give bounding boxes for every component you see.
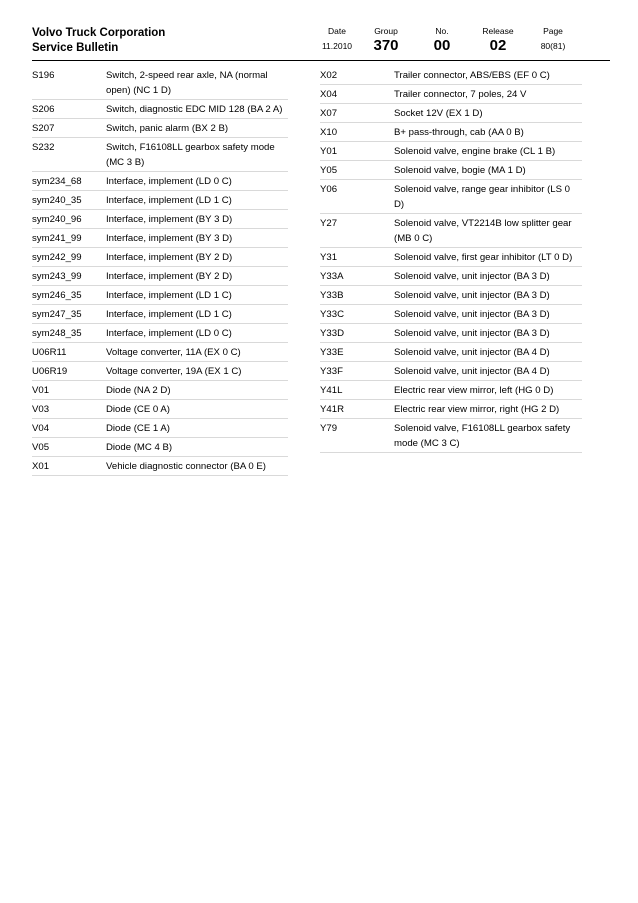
header-divider (32, 60, 610, 61)
component-description: Electric rear view mirror, left (HG 0 D) (394, 385, 554, 396)
component-code: Y33C (320, 309, 344, 320)
component-description: Solenoid valve, engine brake (CL 1 B) (394, 146, 556, 157)
component-code: V01 (32, 385, 50, 396)
component-description: Trailer connector, 7 poles, 24 V (394, 89, 527, 100)
component-code: X10 (320, 127, 338, 138)
component-code: Y05 (320, 165, 338, 176)
table-row (32, 172, 288, 191)
table-row (320, 142, 582, 161)
component-description: Solenoid valve, unit injector (BA 3 D) (394, 309, 550, 320)
date-label: Date (328, 26, 346, 36)
component-description: Solenoid valve, unit injector (BA 3 D) (394, 290, 550, 301)
document-header (32, 26, 610, 56)
component-code: Y33E (320, 347, 344, 358)
release-label: Release (482, 26, 514, 36)
component-description: Solenoid valve, unit injector (BA 3 D) (394, 271, 550, 282)
table-row (32, 381, 288, 400)
component-description: Solenoid valve, VT2214B low splitter gear (MB 0 C) (394, 218, 572, 244)
component-description: Diode (NA 2 D) (106, 385, 171, 396)
table-row (320, 214, 582, 248)
component-description: Diode (MC 4 B) (106, 442, 173, 453)
component-code: U06R19 (32, 366, 68, 377)
component-description: B+ pass-through, cab (AA 0 B) (394, 127, 524, 138)
table-row (320, 419, 582, 453)
component-code: sym234_68 (32, 176, 82, 187)
table-row (320, 343, 582, 362)
page-label: Page (543, 26, 563, 36)
component-code: sym240_96 (32, 214, 82, 225)
table-row (320, 248, 582, 267)
table-row (32, 119, 288, 138)
table-row (32, 324, 288, 343)
table-row (32, 305, 288, 324)
component-code: Y27 (320, 218, 338, 229)
number-field (424, 26, 460, 54)
table-row (32, 343, 288, 362)
component-description: Interface, implement (LD 1 C) (106, 195, 232, 206)
component-description: Interface, implement (LD 0 C) (106, 176, 232, 187)
component-code: X04 (320, 89, 338, 100)
component-code: V03 (32, 404, 50, 415)
page-field (532, 26, 574, 52)
component-description: Diode (CE 0 A) (106, 404, 170, 415)
table-row (32, 100, 288, 119)
table-row (320, 324, 582, 343)
component-code: V04 (32, 423, 50, 434)
component-code: sym243_99 (32, 271, 82, 282)
component-code: X02 (320, 70, 338, 81)
component-description: Vehicle diagnostic connector (BA 0 E) (106, 461, 266, 472)
component-code: Y31 (320, 252, 338, 263)
table-row (320, 104, 582, 123)
component-code: sym241_99 (32, 233, 82, 244)
date-field (312, 26, 362, 52)
component-description: Trailer connector, ABS/EBS (EF 0 C) (394, 70, 550, 81)
component-description: Solenoid valve, first gear inhibitor (LT 0 D) (394, 252, 573, 263)
component-description: Solenoid valve, unit injector (BA 4 D) (394, 366, 550, 377)
component-code: X07 (320, 108, 338, 119)
table-row (320, 286, 582, 305)
component-description: Interface, implement (LD 1 C) (106, 309, 232, 320)
table-row (320, 305, 582, 324)
component-description: Interface, implement (BY 3 D) (106, 214, 233, 225)
table-row (320, 66, 582, 85)
component-description: Solenoid valve, unit injector (BA 3 D) (394, 328, 550, 339)
component-code: Y33D (320, 328, 344, 339)
table-row (320, 400, 582, 419)
component-code: Y41L (320, 385, 343, 396)
component-code: sym240_35 (32, 195, 82, 206)
release-field (476, 26, 520, 54)
component-description: Solenoid valve, bogie (MA 1 D) (394, 165, 526, 176)
component-description: Switch, diagnostic EDC MID 128 (BA 2 A) (106, 104, 283, 115)
component-code: sym247_35 (32, 309, 82, 320)
component-code: sym246_35 (32, 290, 82, 301)
component-code: sym248_35 (32, 328, 82, 339)
component-description: Interface, implement (LD 1 C) (106, 290, 232, 301)
component-list-left (32, 66, 288, 476)
table-row (32, 138, 288, 172)
component-description: Switch, 2-speed rear axle, NA (normal open) (NC 1 D) (106, 70, 268, 96)
component-code: U06R11 (32, 347, 67, 358)
table-row (32, 362, 288, 381)
table-row (32, 457, 288, 476)
component-description: Solenoid valve, range gear inhibitor (LS 0 D) (394, 184, 570, 210)
table-row (320, 381, 582, 400)
group-field (368, 26, 404, 54)
component-list-right (320, 66, 582, 453)
component-description: Solenoid valve, unit injector (BA 4 D) (394, 347, 550, 358)
table-row (32, 248, 288, 267)
number-label: No. (435, 26, 449, 36)
component-description: Solenoid valve, F16108LL gearbox safety mode (MC 3 C) (394, 423, 571, 449)
component-code: Y06 (320, 184, 338, 195)
component-description: Voltage converter, 19A (EX 1 C) (106, 366, 242, 377)
component-description: Voltage converter, 11A (EX 0 C) (106, 347, 241, 358)
component-code: S207 (32, 123, 55, 134)
page-value: 80(81) (540, 41, 566, 51)
component-description: Interface, implement (BY 2 D) (106, 271, 233, 282)
component-code: sym242_99 (32, 252, 82, 263)
component-description: Socket 12V (EX 1 D) (394, 108, 483, 119)
component-code: S206 (32, 104, 55, 115)
component-code: X01 (32, 461, 50, 472)
component-code: Y33B (320, 290, 344, 301)
component-description: Interface, implement (LD 0 C) (106, 328, 232, 339)
table-row (32, 438, 288, 457)
component-description: Interface, implement (BY 3 D) (106, 233, 233, 244)
table-row (32, 191, 288, 210)
document-type: Service Bulletin (32, 42, 119, 54)
component-code: S196 (32, 70, 55, 81)
table-row (32, 66, 288, 100)
table-row (320, 123, 582, 142)
table-row (320, 362, 582, 381)
component-code: S232 (32, 142, 55, 153)
component-code: Y79 (320, 423, 338, 434)
component-description: Electric rear view mirror, right (HG 2 D) (394, 404, 560, 415)
number-value: 00 (433, 37, 451, 54)
table-row (32, 286, 288, 305)
table-row (32, 267, 288, 286)
group-label: Group (374, 26, 398, 36)
table-row (320, 180, 582, 214)
component-code: Y33F (320, 366, 343, 377)
table-row (32, 400, 288, 419)
release-value: 02 (489, 37, 507, 54)
table-row (320, 161, 582, 180)
component-code: Y01 (320, 146, 338, 157)
company-name: Volvo Truck Corporation (32, 27, 166, 39)
table-row (32, 419, 288, 438)
table-row (32, 210, 288, 229)
component-description: Switch, F16108LL gearbox safety mode (MC 3 B) (106, 142, 275, 168)
component-code: Y33A (320, 271, 344, 282)
group-value: 370 (373, 37, 399, 54)
component-description: Diode (CE 1 A) (106, 423, 170, 434)
component-code: Y41R (320, 404, 344, 415)
table-row (32, 229, 288, 248)
date-value: 11.2010 (321, 41, 353, 51)
component-description: Interface, implement (BY 2 D) (106, 252, 233, 263)
component-code: V05 (32, 442, 50, 453)
table-row (320, 85, 582, 104)
table-row (320, 267, 582, 286)
component-description: Switch, panic alarm (BX 2 B) (106, 123, 229, 134)
